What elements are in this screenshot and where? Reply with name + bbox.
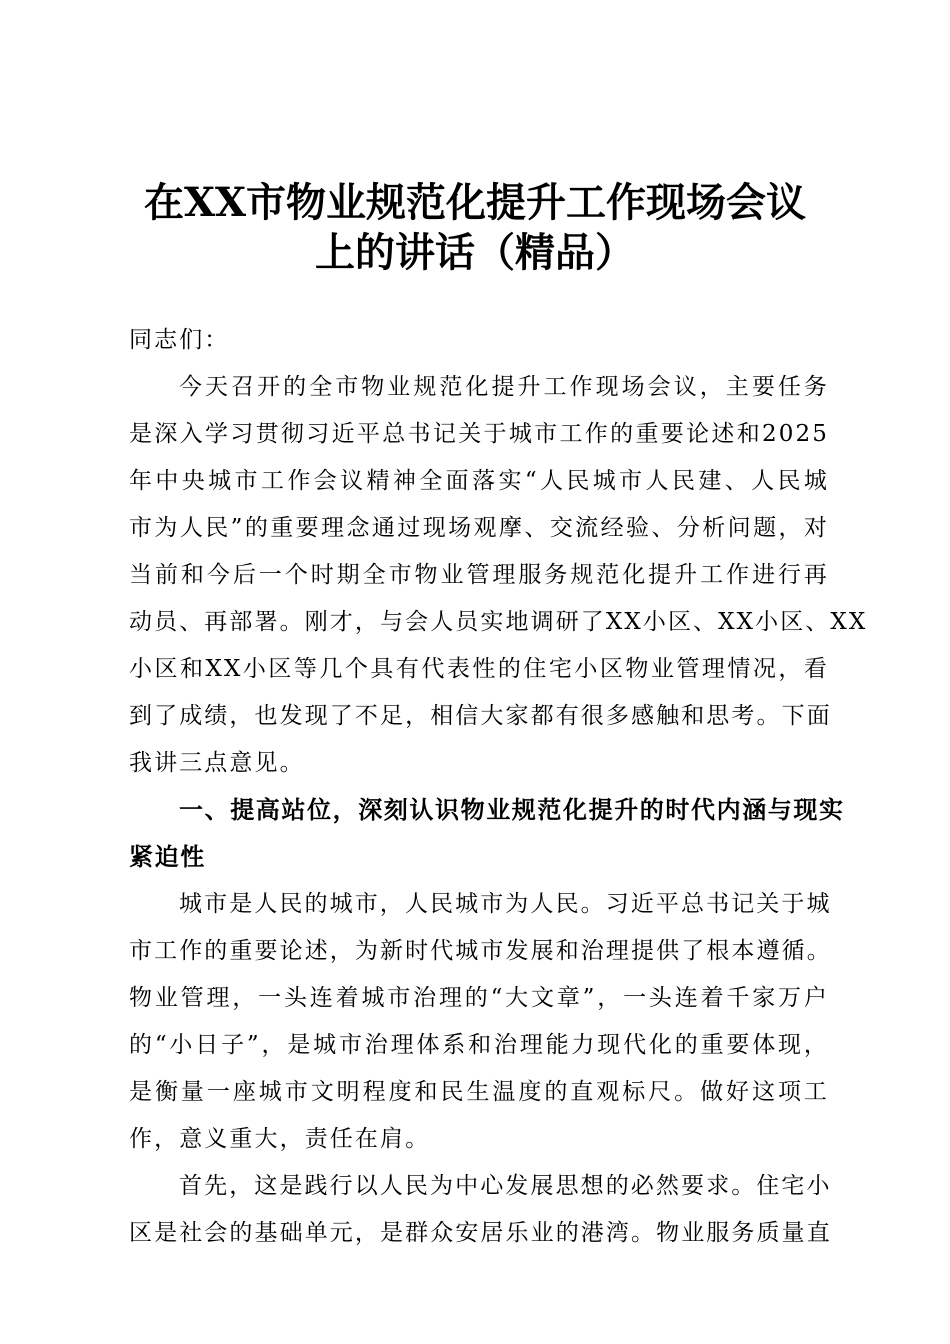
paragraph-city	[129, 886, 832, 1168]
text-line: 作，意义重大，责任在肩。	[129, 1126, 431, 1152]
document-title	[120, 178, 830, 278]
heading-line: 一、提高站位，深刻认识物业规范化提升的时代内涵与现实	[179, 795, 845, 824]
text-line: 动员、再部署。刚才，与会人员实地调研了XX小区、XX小区、XX	[129, 609, 868, 635]
text-line: 今天召开的全市物业规范化提升工作现场会议，主要任务	[179, 374, 829, 400]
salutation: 同志们：	[129, 327, 230, 353]
paragraph-intro	[129, 369, 868, 792]
text-line: 城市是人民的城市，人民城市为人民。习近平总书记关于城	[179, 891, 832, 917]
text-line: 区是社会的基础单元，是群众安居乐业的港湾。物业服务质量直	[129, 1220, 832, 1246]
text-line: 物业管理，一头连着城市治理的“大文章”，一头连着千家万户	[129, 985, 829, 1011]
text-line: 的“小日子”，是城市治理体系和治理能力现代化的重要体现，	[129, 1032, 829, 1058]
text-line: 当前和今后一个时期全市物业管理服务规范化提升工作进行再	[129, 562, 829, 588]
text-line: 市为人民”的重要理念通过现场观摩、交流经验、分析问题，对	[129, 515, 829, 541]
text-line: 首先，这是践行以人民为中心发展思想的必然要求。住宅小	[179, 1173, 832, 1199]
text-line: 我讲三点意见。	[129, 750, 305, 776]
text-line: 到了成绩，也发现了不足，相信大家都有很多感触和思考。下面	[129, 703, 832, 729]
text-line: 小区和XX小区等几个具有代表性的住宅小区物业管理情况，看	[129, 656, 829, 682]
text-line: 是深入学习贯彻习近平总书记关于城市工作的重要论述和2025	[129, 421, 829, 447]
text-line: 是衡量一座城市文明程度和民生温度的直观标尺。做好这项工	[129, 1079, 829, 1105]
section-heading-1	[129, 792, 845, 886]
title-line-1: 在XX市物业规范化提升工作现场会议	[143, 179, 807, 226]
heading-line: 紧迫性	[129, 842, 206, 871]
text-line: 市工作的重要论述，为新时代城市发展和治理提供了根本遵循。	[129, 938, 832, 964]
document-body	[129, 322, 868, 1262]
title-line-2: 上的讲话（精品）	[315, 229, 635, 276]
paragraph-first	[129, 1168, 832, 1262]
text-line: 年中央城市工作会议精神全面落实“人民城市人民建、人民城	[129, 468, 829, 494]
